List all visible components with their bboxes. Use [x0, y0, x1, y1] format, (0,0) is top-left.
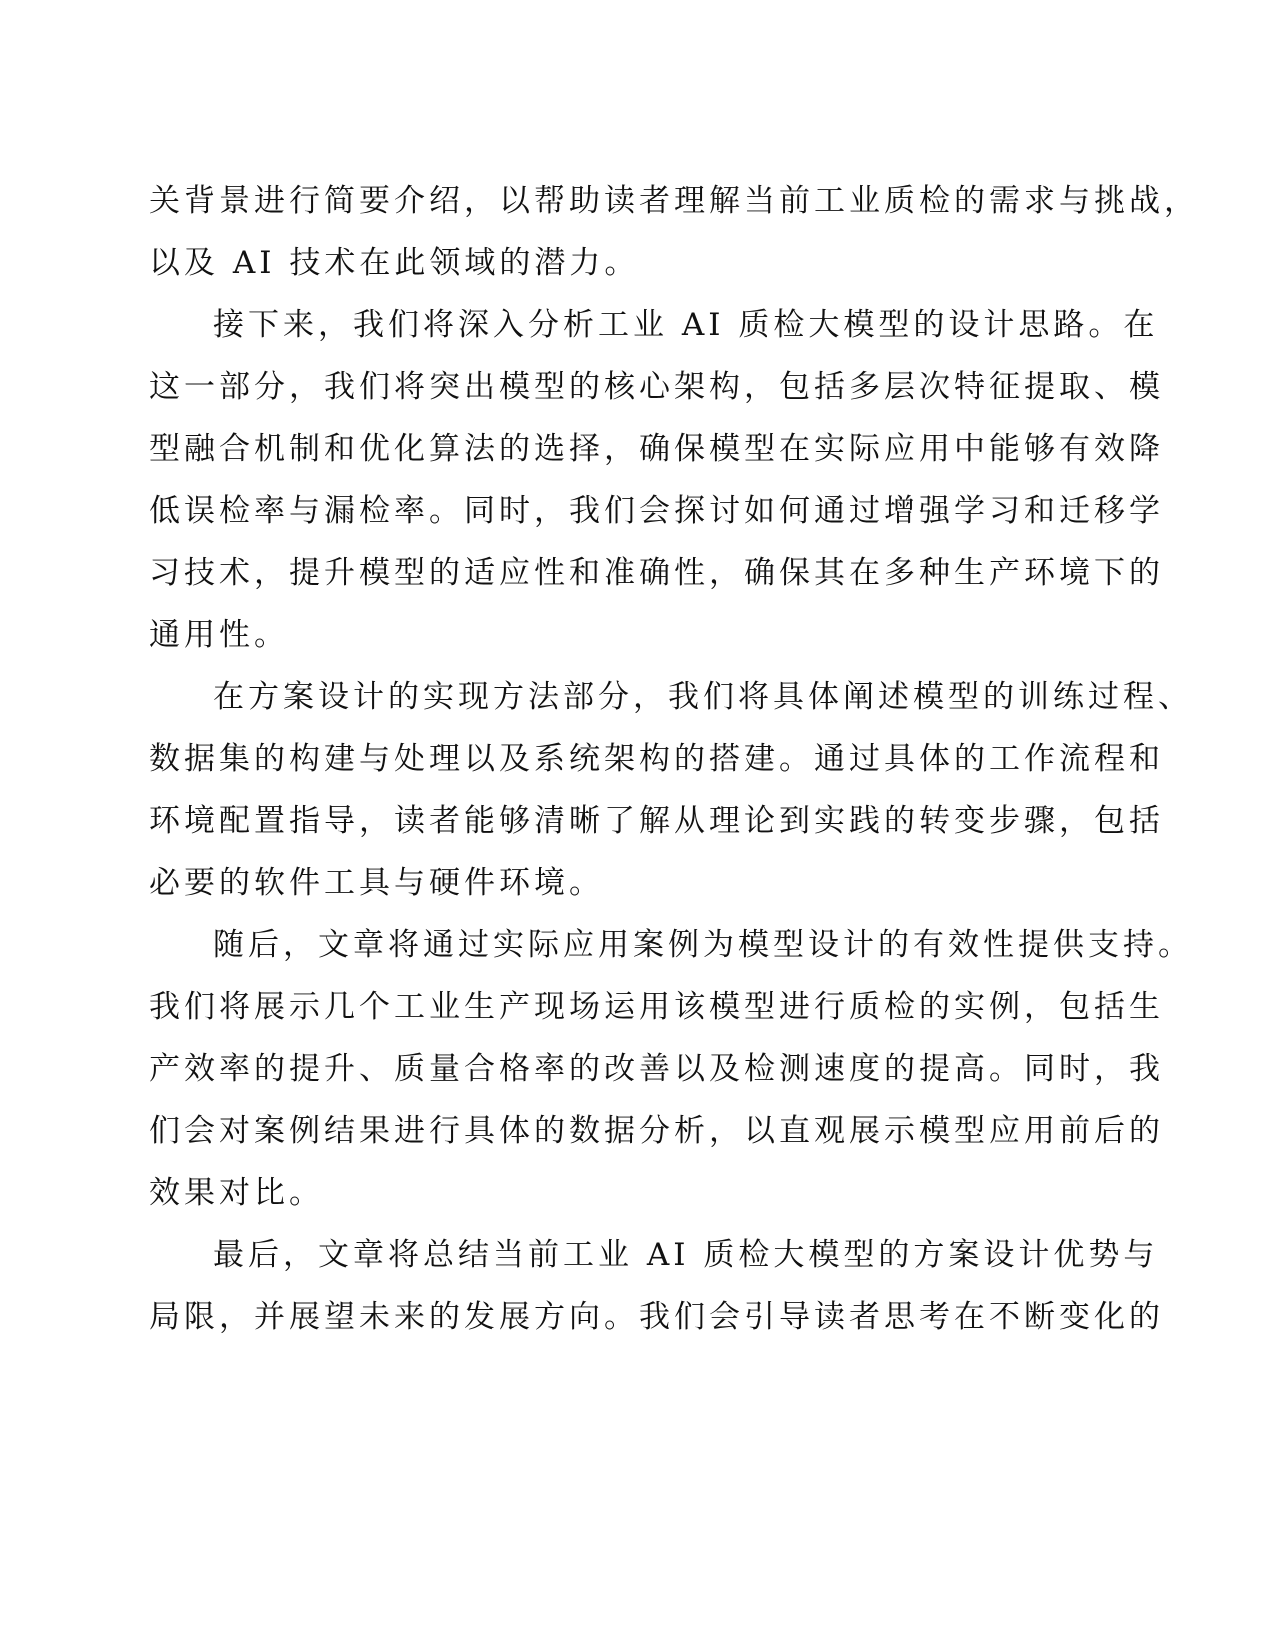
text-line: 以及 AI 技术在此领域的潜力。	[149, 245, 640, 281]
text-line: 通用性。	[149, 617, 289, 653]
text-line: 环境配置指导，读者能够清晰了解从理论到实践的转变步骤，包括	[149, 803, 1164, 839]
text-line: 我们将展示几个工业生产现场运用该模型进行质检的实例，包括生	[149, 989, 1164, 1025]
paragraph-first-line: 接下来，我们将深入分析工业 AI 质检大模型的设计思路。在	[213, 307, 1159, 343]
text-line: 习技术，提升模型的适应性和准确性，确保其在多种生产环境下的	[149, 555, 1164, 591]
text-line: 型融合机制和优化算法的选择，确保模型在实际应用中能够有效降	[149, 431, 1164, 467]
text-line: 必要的软件工具与硬件环境。	[149, 865, 604, 901]
body-text	[149, 176, 1199, 1354]
text-line: 效果对比。	[149, 1175, 324, 1211]
paragraph-first-line: 在方案设计的实现方法部分，我们将具体阐述模型的训练过程、	[213, 679, 1193, 715]
paragraph-first-line: 最后，文章将总结当前工业 AI 质检大模型的方案设计优势与	[213, 1237, 1159, 1273]
text-line: 低误检率与漏检率。同时，我们会探讨如何通过增强学习和迁移学	[149, 493, 1164, 529]
text-line: 数据集的构建与处理以及系统架构的搭建。通过具体的工作流程和	[149, 741, 1164, 777]
text-line: 这一部分，我们将突出模型的核心架构，包括多层次特征提取、模	[149, 369, 1164, 405]
text-line: 关背景进行简要介绍，以帮助读者理解当前工业质检的需求与挑战，	[149, 183, 1199, 219]
paragraph-first-line: 随后，文章将通过实际应用案例为模型设计的有效性提供支持。	[213, 927, 1193, 963]
text-line: 们会对案例结果进行具体的数据分析，以直观展示模型应用前后的	[149, 1113, 1164, 1149]
text-line: 局限，并展望未来的发展方向。我们会引导读者思考在不断变化的	[149, 1299, 1164, 1335]
text-line: 产效率的提升、质量合格率的改善以及检测速度的提高。同时，我	[149, 1051, 1164, 1087]
